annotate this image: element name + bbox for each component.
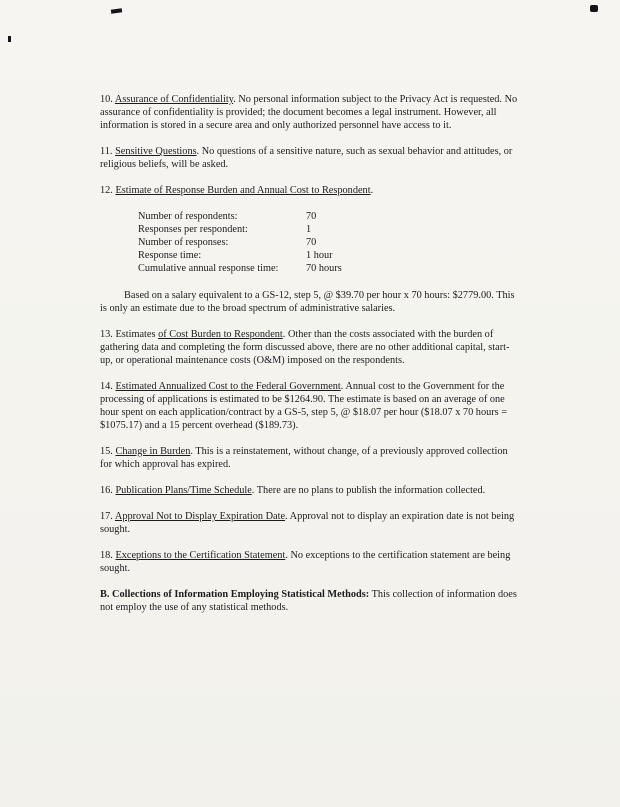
doc-item-11 xyxy=(100,145,522,171)
item-separator: . xyxy=(282,329,286,340)
item-separator: . xyxy=(233,94,236,105)
burden-table-row xyxy=(138,236,522,249)
item-body: There are no plans to publish the information collected. xyxy=(256,485,486,496)
section-b-title: Collections of Information Employing Statistical Methods: xyxy=(112,589,370,600)
doc-item-15 xyxy=(100,445,522,471)
burden-table-row xyxy=(138,249,522,262)
item-number: 15. xyxy=(100,446,113,457)
section-b xyxy=(100,588,522,614)
doc-item-13 xyxy=(100,328,522,367)
item-title: Estimated Annualized Cost to the Federal Government xyxy=(115,381,341,392)
item-title: Change in Burden xyxy=(115,446,191,457)
item-number: 11. xyxy=(100,146,113,157)
item-number: 12. xyxy=(100,185,113,196)
doc-item-18 xyxy=(100,549,522,575)
burden-table-row xyxy=(138,262,522,275)
item-body: Approval not to display an expiration date is not being sought. xyxy=(100,511,515,535)
item-body: No questions of a sensitive nature, such as sexual behavior and attitudes, or religious beliefs, will be asked. xyxy=(100,146,513,170)
item-title: Approval Not to Display Expiration Date xyxy=(114,511,286,522)
burden-row-value: 70 hours xyxy=(306,263,342,274)
burden-row-label: Cumulative annual response time: xyxy=(138,263,279,274)
burden-table xyxy=(138,210,522,275)
item-number: 17. xyxy=(100,511,113,522)
item-body: No exceptions to the certification statement are being sought. xyxy=(100,550,511,574)
item-separator: . xyxy=(285,511,288,522)
burden-table-row xyxy=(138,223,522,236)
item-title: Estimate of Response Burden and Annual Cost to Respondent xyxy=(115,185,371,196)
doc-item-17 xyxy=(100,510,522,536)
doc-item-12 xyxy=(100,184,522,197)
doc-item-14 xyxy=(100,380,522,432)
item-title: Publication Plans/Time Schedule xyxy=(115,485,252,496)
burden-row-value: 70 xyxy=(306,211,317,222)
burden-row-label: Number of respondents: xyxy=(138,211,238,222)
item-separator: . xyxy=(285,550,288,561)
burden-row-value: 1 xyxy=(306,224,312,235)
item-separator: . xyxy=(190,446,193,457)
item-body: Annual cost to the Government for the processing of applications is estimated to be $1264.90. The estimate is based on an average of one hour spent on each application/contract by a GS-5, step 5, @ $18.07 per hour ($18.07 x 70 hours = $1075.17) and a 15 percent overhead ($189.73). xyxy=(100,381,508,431)
item-number: 18. xyxy=(100,550,113,561)
burden-row-label: Response time: xyxy=(138,250,202,261)
scan-mark-top-right xyxy=(590,5,598,12)
item-separator: . xyxy=(196,146,200,157)
burden-row-label: Responses per respondent: xyxy=(138,224,248,235)
item-title: of Cost Burden to Respondent xyxy=(158,329,283,340)
item-body: Other than the costs associated with the burden of gathering data and completing the form discussed above, there are no other additional capital, start-up, or operational maintenance costs (O&M) imposed on the respondents. xyxy=(100,329,510,366)
salary-note xyxy=(100,289,522,315)
item-body: No personal information subject to the Privacy Act is requested. No assurance of confidentiality is provided; the document becomes a legal instrument. However, all information is stored in a secure area and only authorized personnel have access to it. xyxy=(100,94,518,131)
item-title: Exceptions to the Certification Statement xyxy=(115,550,286,561)
item-number: 13. xyxy=(100,329,113,340)
item-title: Sensitive Questions xyxy=(115,146,197,157)
item-pre: Estimates xyxy=(115,329,159,340)
item-body: This is a reinstatement, without change, of a previously approved collection for which approval has expired. xyxy=(100,446,508,470)
doc-item-10 xyxy=(100,93,522,132)
burden-table-row xyxy=(138,210,522,223)
scan-mark-top-left xyxy=(111,8,122,13)
item-title: Assurance of Confidentiality xyxy=(114,94,234,105)
item-separator: . xyxy=(251,485,255,496)
burden-row-value: 70 xyxy=(306,237,317,248)
item-number: 14. xyxy=(100,381,113,392)
item-separator: . xyxy=(370,185,374,196)
document-body xyxy=(100,93,522,627)
salary-note-text: Based on a salary equivalent to a GS-12, step 5, @ $39.70 per hour x 70 hours: $2779.00. This is only an estimate due to the broad spectrum of administrative salaries. xyxy=(100,290,515,314)
item-separator: . xyxy=(340,381,344,392)
item-number: 16. xyxy=(100,485,113,496)
section-b-body: This collection of information does not employ the use of any statistical methods. xyxy=(100,589,517,613)
scan-mark-left-edge xyxy=(8,36,11,42)
item-number: 10. xyxy=(100,94,113,105)
burden-row-value: 1 hour xyxy=(306,250,333,261)
doc-item-16 xyxy=(100,484,522,497)
burden-row-label: Number of responses: xyxy=(138,237,229,248)
section-b-number: B. xyxy=(100,589,110,600)
